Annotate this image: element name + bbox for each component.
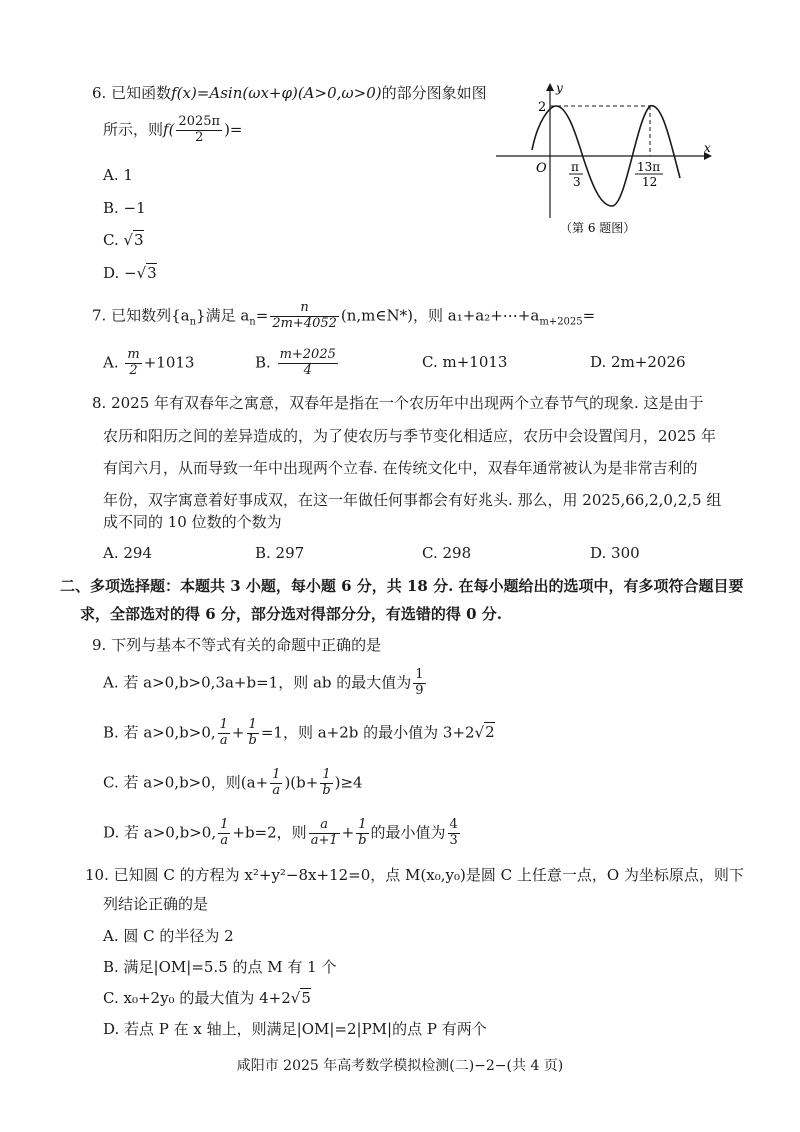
q6-stem-line2 <box>103 115 242 146</box>
q6-option-d-prefix: D. − <box>103 264 137 282</box>
q8-option-a: A. 294 <box>103 544 152 562</box>
q7-option-c: C. m+1013 <box>422 353 508 371</box>
y-label: y <box>556 81 563 95</box>
q6-f-close: )= <box>224 120 243 139</box>
q6-option-b: B. −1 <box>103 199 146 217</box>
q9-b-pre: B. 若 a>0,b>0, <box>103 723 216 742</box>
q7-stem-b: }满足 a <box>196 306 250 325</box>
page-footer: 咸阳市 2025 年高考数学模拟检测(二)−2−(共 4 页) <box>236 1058 564 1074</box>
q6-stem-line2-text: 所示，则 <box>103 120 164 139</box>
q6-frac-den: 2 <box>195 129 204 145</box>
q9-c-f1-den: a <box>272 782 281 798</box>
q7-opt-a-frac <box>125 348 141 379</box>
q9-c-f2-den: b <box>322 782 331 798</box>
peak-label: 2 <box>538 100 547 115</box>
q7-sub-end: m+2025 <box>539 316 583 328</box>
q9-b-frac2 <box>247 718 259 749</box>
q6-option-c: C. √3 <box>103 231 144 249</box>
q9-d-frac3 <box>356 818 368 849</box>
q9-b-post: =1，则 a+2b 的最小值为 3+2 <box>260 723 475 742</box>
q8-option-d: D. 300 <box>590 544 640 562</box>
q9-d-mid2: 的最小值为 <box>370 823 446 842</box>
q9-option-a <box>103 668 428 699</box>
q9-d-frac4 <box>448 818 460 849</box>
q10-line-2: 列结论正确的是 <box>103 895 209 913</box>
q10-c-pre: C. x₀+2y₀ 的最大值为 4+2 <box>103 989 291 1007</box>
q7-fraction <box>270 301 339 332</box>
q9-b-f2-num: 1 <box>247 718 259 734</box>
q9-stem: 9. 下列与基本不等式有关的命题中正确的是 <box>92 636 382 654</box>
q7-option-b <box>255 348 340 379</box>
q6-option-c-root: 3 <box>134 231 144 249</box>
q10-line-1: 10. 已知圆 C 的方程为 x²+y²−8x+12=0，点 M(x₀,y₀)是圆 C 上任意一点，O 为坐标原点，则下 <box>85 866 744 884</box>
q7-stem-e: = <box>582 306 596 325</box>
q9-c-pre: C. 若 a>0,b>0，则(a+ <box>103 773 269 792</box>
q7-opt-a-num: m <box>127 347 140 362</box>
q8-line-5: 成不同的 10 位数的个数为 <box>103 513 282 531</box>
q7-stem-d: (n,m∈N*)，则 a₁+a₂+⋯+a <box>340 306 540 325</box>
q7-opt-b-frac <box>278 348 338 379</box>
q10-c-root: 5 <box>301 989 311 1007</box>
q9-b-root: 2 <box>485 723 495 742</box>
q7-stem <box>92 301 595 332</box>
q9-d-plus: + <box>341 823 355 842</box>
q7-stem-c: = <box>255 306 269 325</box>
q8-option-c: C. 298 <box>422 544 472 562</box>
q7-frac-num: n <box>270 301 339 317</box>
q9-option-d <box>103 818 462 849</box>
q9-d-f3-den: b <box>358 832 367 848</box>
q9-option-b: B. 若 a>0,b>0, $\frac{1}{a}$ + $\frac{1}{b}$ =1，则 a+2b 的最小值为 3+2√2 <box>103 717 495 748</box>
q9-c-f1-num: 1 <box>272 767 281 782</box>
q10-option-d: D. 若点 P 在 x 轴上，则满足|OM|=2|PM|的点 P 有两个 <box>103 1020 487 1038</box>
q10-option-c: C. x₀+2y₀ 的最大值为 4+2√5 <box>103 989 311 1007</box>
q8-line-2: 农历和阳历之间的差异造成的，为了使农历与季节变化相适应，农历中会设置闰月，2025 年 <box>103 427 716 445</box>
q9-c-mid: )(b+ <box>284 773 319 792</box>
x-label: x <box>704 141 711 155</box>
q8-line-3: 有闰六月，从而导致一年中出现两个立春. 在传统文化中，双春年通常被认为是非常吉利的 <box>103 459 698 477</box>
q7-option-a <box>103 348 194 379</box>
q9-c-frac2 <box>320 768 332 799</box>
q7-opt-a-den: 2 <box>129 362 138 378</box>
q7-frac-den: 2m+4052 <box>272 315 337 331</box>
q7-sub-n-2: n <box>249 316 256 328</box>
q7-opt-b-den: 4 <box>303 362 312 378</box>
y-axis-arrow-icon <box>546 83 554 91</box>
tick2-num: 13π <box>637 160 661 174</box>
q9-d-f1-num: 1 <box>220 817 229 832</box>
q9-d-f4-num: 4 <box>449 817 458 832</box>
q6-stem-text: 6. 已知函数 <box>92 84 172 102</box>
tick1-den: 3 <box>573 175 581 189</box>
q7-sub-n: n <box>189 316 197 328</box>
section2-line-2: 求，全部选对的得 6 分，部分选对得部分分，有选错的得 0 分. <box>80 605 502 623</box>
q9-b-f2-den: b <box>248 732 257 748</box>
q8-line-4: 年份，双字寓意着好事成双，在这一年做任何事都会有好兆头. 那么，用 2025,66,2,0,2,5 组 <box>103 491 722 509</box>
q6-option-d: D. −√3 <box>103 264 157 282</box>
q7-opt-a-prefix: A. <box>103 353 124 372</box>
q6-option-c-prefix: C. <box>103 231 124 249</box>
q6-stem-formula: f(x)=Asin(ωx+φ)(A>0,ω>0) <box>171 84 382 102</box>
q6-stem-text-2: 的部分图象如图 <box>381 84 487 102</box>
q9-d-f1-den: a <box>220 832 229 848</box>
q8-option-b: B. 297 <box>255 544 305 562</box>
q10-option-a: A. 圆 C 的半径为 2 <box>103 927 234 945</box>
q8-line-1: 8. 2025 年有双春年之寓意，双春年是指在一个农历年中出现两个立春节气的现象. 这是由于 <box>92 394 704 412</box>
q9-d-f2-num: a <box>309 818 340 834</box>
q9-d-mid1: +b=2，则 <box>232 823 307 842</box>
q9-a-text: A. 若 a>0,b>0,3a+b=1，则 ab 的最大值为 <box>103 673 412 692</box>
q9-d-frac2 <box>309 818 340 849</box>
q9-option-c <box>103 768 363 799</box>
tick2-den: 12 <box>642 175 658 189</box>
q9-a-den: 9 <box>415 682 424 698</box>
q9-b-f1-den: a <box>219 732 228 748</box>
q6-option-d-root: 3 <box>147 264 157 282</box>
q6-fraction <box>176 115 222 146</box>
q9-a-num: 1 <box>415 667 424 682</box>
q7-opt-a-suffix: +1013 <box>143 353 195 372</box>
q9-b-f1-num: 1 <box>219 717 228 732</box>
q9-b-frac1 <box>218 718 230 749</box>
q6-f-open: f( <box>163 120 175 139</box>
q6-frac-num: 2025π <box>178 114 221 129</box>
q9-c-f2-num: 1 <box>320 768 332 784</box>
figure-caption: （第 6 题图） <box>560 221 636 235</box>
q7-opt-b-prefix: B. <box>255 353 276 372</box>
q10-option-b: B. 满足|OM|=5.5 的点 M 有 1 个 <box>103 958 337 976</box>
tick1-num: π <box>571 160 579 174</box>
q6-option-a: A. 1 <box>103 166 133 184</box>
q9-d-f3-num: 1 <box>356 818 368 834</box>
q9-d-f2-den: a+1 <box>310 832 338 848</box>
q9-c-post: )≥4 <box>334 773 363 792</box>
q9-d-frac1 <box>218 818 230 849</box>
section2-line-1: 二、多项选择题：本题共 3 小题，每小题 6 分，共 18 分. 在每小题给出的选项中，有多项符合题目要 <box>60 577 744 595</box>
q7-opt-b-num: m+2025 <box>279 347 336 362</box>
q9-d-pre: D. 若 a>0,b>0, <box>103 823 217 842</box>
q6-stem-line1 <box>92 86 487 101</box>
q9-b-plus: + <box>231 723 245 742</box>
q7-option-d: D. 2m+2026 <box>590 353 686 371</box>
q9-d-f4-den: 3 <box>449 832 458 848</box>
q7-stem-a: 7. 已知数列{a <box>92 306 190 325</box>
q9-c-frac1 <box>270 768 282 799</box>
origin-label: O <box>536 161 547 176</box>
q9-a-frac <box>413 668 425 699</box>
q6-figure <box>490 80 720 240</box>
